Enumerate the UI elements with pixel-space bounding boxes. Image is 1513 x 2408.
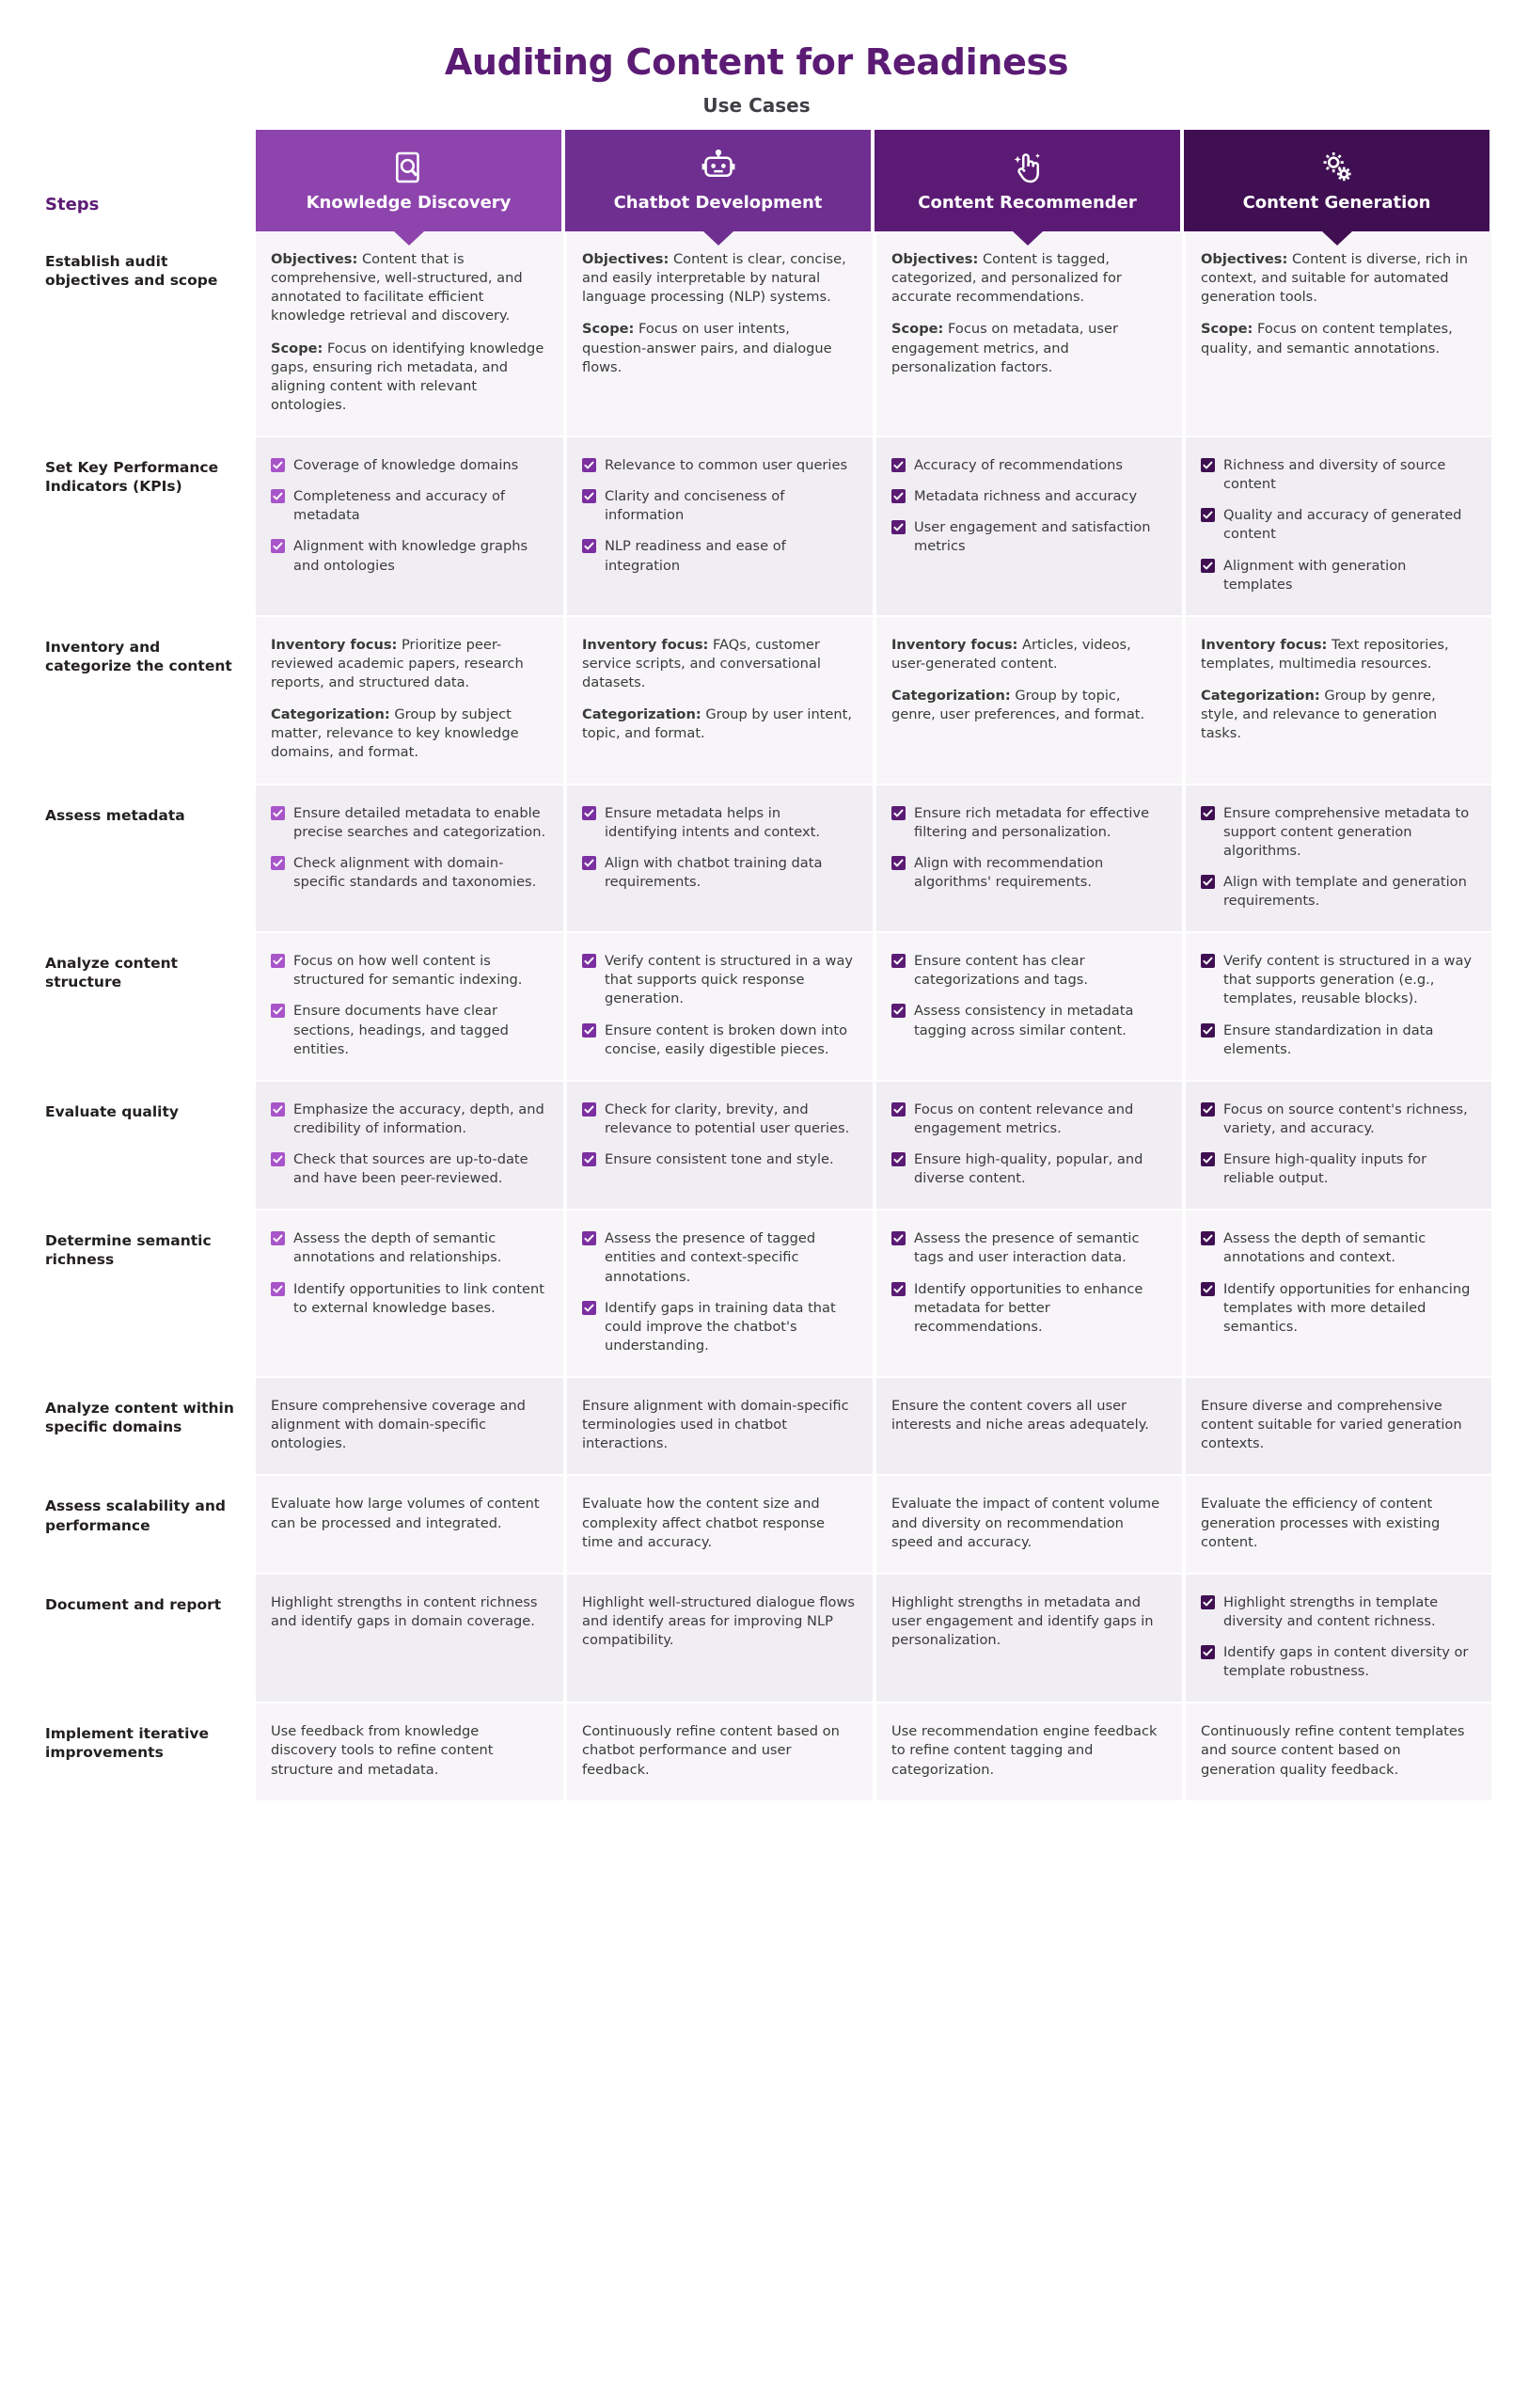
cell-lead-label: Scope: xyxy=(582,321,635,338)
cell-paragraph: Scope: Focus on metadata, user engagement metrics, and personalization factors. xyxy=(891,321,1118,375)
checklist-item[interactable] xyxy=(582,804,856,842)
use-case-header-label: Content Recommender xyxy=(918,192,1137,213)
checklist-item-label: Ensure detailed metadata to enable precise searches and categorization. xyxy=(293,804,546,840)
checklist-item-label: Identify opportunities to enhance metadata for better recommendations. xyxy=(914,1280,1143,1335)
checklist-item-label: Richness and diversity of source content xyxy=(1223,457,1446,493)
cell-paragraph: Evaluate how large volumes of content can be processed and integrated. xyxy=(271,1496,540,1531)
cell-paragraph: Categorization: Group by topic, genre, user preferences, and format. xyxy=(891,688,1145,723)
matrix-cell xyxy=(565,1082,875,1210)
cell-paragraph: Categorization: Group by subject matter, relevance to key knowledge domains, and format. xyxy=(271,706,519,761)
checklist xyxy=(271,804,546,893)
matrix-cell xyxy=(565,231,875,436)
cell-lead-label: Objectives: xyxy=(582,251,670,267)
cell-lead-label: Categorization: xyxy=(891,688,1011,704)
checklist-item-label: Accuracy of recommendations xyxy=(914,457,1124,473)
checklist-item-label: Assess the presence of semantic tags and user interaction data. xyxy=(914,1230,1140,1266)
step-label: Implement iterative improvements xyxy=(45,1725,210,1762)
matrix-cell xyxy=(565,1378,875,1474)
checklist-item-label: Ensure high-quality, popular, and diverse content. xyxy=(914,1151,1143,1187)
robot-icon xyxy=(701,150,736,185)
checklist-item[interactable] xyxy=(582,537,856,575)
matrix-cell xyxy=(565,437,875,615)
matrix-cell xyxy=(256,1211,565,1376)
checklist-item-label: Verify content is structured in a way that supports generation (e.g., templates, reusable blocks). xyxy=(1223,953,1473,1007)
checklist-item-label: Assess the presence of tagged entities and context-specific annotations. xyxy=(605,1230,816,1285)
checklist-item-label: User engagement and satisfaction metrics xyxy=(914,519,1151,555)
checklist-item[interactable] xyxy=(1201,1643,1474,1681)
cell-paragraph: Objectives: Content is tagged, categorized, and personalized for accurate recommendations. xyxy=(891,251,1122,306)
checkbox-checked-icon[interactable] xyxy=(582,1152,596,1166)
checklist-item[interactable] xyxy=(1201,1150,1474,1188)
checklist-item[interactable] xyxy=(582,1299,856,1355)
checklist xyxy=(582,804,856,893)
checklist-item[interactable] xyxy=(891,854,1165,892)
step-label: Determine semantic richness xyxy=(45,1232,212,1269)
cell-lead-label: Inventory focus: xyxy=(271,636,398,653)
audit-matrix-table xyxy=(38,130,1495,1802)
matrix-cell xyxy=(256,785,565,932)
table-row xyxy=(38,1082,1493,1210)
checkbox-checked-icon[interactable] xyxy=(891,520,906,534)
step-label: Document and report xyxy=(45,1595,222,1613)
checklist-item-label: Identify opportunities for enhancing templates with more detailed semantics. xyxy=(1223,1280,1471,1335)
cell-paragraph: Evaluate the efficiency of content generation processes with existing content. xyxy=(1201,1496,1441,1550)
checklist-item[interactable] xyxy=(1201,952,1474,1008)
checklist-item[interactable] xyxy=(271,804,546,842)
matrix-cell xyxy=(875,1082,1184,1210)
checkbox-checked-icon[interactable] xyxy=(1201,1595,1215,1609)
header-notch xyxy=(1322,231,1352,246)
checklist-item-label: Ensure comprehensive metadata to support content generation algorithms. xyxy=(1223,804,1470,859)
matrix-cell xyxy=(565,933,875,1080)
matrix-cell xyxy=(565,1211,875,1376)
checklist xyxy=(1201,1593,1474,1682)
checkbox-checked-icon[interactable] xyxy=(271,1231,285,1245)
checkbox-checked-icon[interactable] xyxy=(1201,508,1215,522)
checklist xyxy=(1201,952,1474,1059)
matrix-cell xyxy=(1184,1082,1493,1210)
checkbox-checked-icon[interactable] xyxy=(891,806,906,820)
use-case-header-inner xyxy=(565,130,871,231)
checkbox-checked-icon[interactable] xyxy=(1201,1645,1215,1659)
cell-paragraph: Scope: Focus on identifying knowledge gaps, ensuring rich metadata, and aligning content with relevant ontologies. xyxy=(271,340,544,413)
checkbox-checked-icon[interactable] xyxy=(271,1282,285,1296)
cell-lead-label: Categorization: xyxy=(271,706,390,723)
checklist-item[interactable] xyxy=(1201,804,1474,861)
checkbox-checked-icon[interactable] xyxy=(582,1231,596,1245)
checklist-item[interactable] xyxy=(582,952,856,1008)
cell-lead-label: Scope: xyxy=(891,321,944,338)
checklist-item[interactable] xyxy=(582,854,856,892)
checklist-item[interactable] xyxy=(891,1150,1165,1188)
cell-lead-label: Objectives: xyxy=(891,251,979,267)
checklist-item-label: Check for clarity, brevity, and relevance to potential user queries. xyxy=(605,1101,850,1136)
cell-paragraph: Objectives: Content that is comprehensive, well-structured, and annotated to facilitate efficient knowledge retrieval and discovery. xyxy=(271,251,523,325)
cell-lead-label: Inventory focus: xyxy=(891,636,1018,653)
checkbox-checked-icon[interactable] xyxy=(582,1102,596,1117)
table-row xyxy=(38,437,1493,615)
matrix-cell xyxy=(256,933,565,1080)
cell-paragraph: Categorization: Group by user intent, topic, and format. xyxy=(582,706,853,742)
step-label: Establish audit objectives and scope xyxy=(45,253,218,290)
cell-paragraph: Continuously refine content based on chatbot performance and user feedback. xyxy=(582,1723,840,1778)
checklist xyxy=(1201,456,1474,594)
matrix-cell xyxy=(1184,1476,1493,1572)
step-label: Assess scalability and performance xyxy=(45,1497,226,1534)
checklist xyxy=(1201,1229,1474,1337)
checklist-item-label: Emphasize the accuracy, depth, and credibility of information. xyxy=(293,1101,544,1136)
cell-paragraph: Inventory focus: Text repositories, templates, multimedia resources. xyxy=(1201,636,1449,672)
checklist-item-label: Relevance to common user queries xyxy=(605,457,848,473)
checklist-item[interactable] xyxy=(582,1022,856,1059)
checkbox-checked-icon[interactable] xyxy=(891,856,906,870)
checkbox-checked-icon[interactable] xyxy=(582,856,596,870)
checkbox-checked-icon[interactable] xyxy=(582,954,596,968)
cell-lead-label: Inventory focus: xyxy=(1201,636,1328,653)
cell-lead-label: Objectives: xyxy=(1201,251,1288,267)
checklist-item[interactable] xyxy=(271,487,546,525)
use-case-header-content-generation xyxy=(1184,130,1493,231)
matrix-cell xyxy=(875,933,1184,1080)
checkbox-checked-icon[interactable] xyxy=(582,1301,596,1315)
table-row xyxy=(38,617,1493,784)
checklist-item-label: Align with template and generation requirements. xyxy=(1223,873,1467,909)
matrix-cell xyxy=(1184,933,1493,1080)
cell-paragraph: Use recommendation engine feedback to refine content tagging and categorization. xyxy=(891,1723,1158,1778)
checklist-item-label: Focus on content relevance and engagement metrics. xyxy=(914,1101,1134,1136)
cell-paragraph: Ensure the content covers all user interests and niche areas adequately. xyxy=(891,1398,1149,1434)
cell-paragraph: Ensure diverse and comprehensive content suitable for varied generation contexts. xyxy=(1201,1398,1462,1452)
checkbox-checked-icon[interactable] xyxy=(1201,954,1215,968)
matrix-cell xyxy=(875,437,1184,615)
matrix-cell xyxy=(256,231,565,436)
checklist-item-label: Ensure high-quality inputs for reliable output. xyxy=(1223,1151,1427,1187)
checklist-item[interactable] xyxy=(582,1150,856,1169)
checklist xyxy=(582,456,856,576)
table-row xyxy=(38,1211,1493,1376)
cell-lead-label: Scope: xyxy=(1201,321,1253,338)
checklist-item-label: Align with chatbot training data requirements. xyxy=(605,854,823,890)
table-row xyxy=(38,1575,1493,1703)
checkbox-checked-icon[interactable] xyxy=(891,1102,906,1117)
cell-lead-label: Scope: xyxy=(271,340,323,356)
use-case-header-label: Content Generation xyxy=(1242,192,1431,213)
matrix-cell xyxy=(1184,1703,1493,1799)
gears-icon xyxy=(1319,150,1355,185)
table-header-row xyxy=(38,130,1493,231)
checklist xyxy=(1201,1101,1474,1189)
checklist-item-label: Ensure rich metadata for effective filtering and personalization. xyxy=(914,804,1150,840)
checkbox-checked-icon[interactable] xyxy=(271,806,285,820)
matrix-cell xyxy=(875,1575,1184,1703)
checklist-item-label: Align with recommendation algorithms' requirements. xyxy=(914,854,1104,890)
checkbox-checked-icon[interactable] xyxy=(271,489,285,503)
checklist-item-label: Assess the depth of semantic annotations and context. xyxy=(1223,1230,1426,1266)
checklist-item[interactable] xyxy=(271,952,546,990)
checkbox-checked-icon[interactable] xyxy=(582,539,596,553)
checklist xyxy=(891,952,1165,1040)
header-notch xyxy=(703,231,733,246)
checklist-item[interactable] xyxy=(1201,1593,1474,1631)
matrix-cell xyxy=(1184,1575,1493,1703)
matrix-cell xyxy=(875,1476,1184,1572)
checklist-item-label: Clarity and conciseness of information xyxy=(605,488,785,524)
use-case-header-label: Knowledge Discovery xyxy=(306,192,512,213)
cell-paragraph: Objectives: Content is diverse, rich in context, and suitable for automated generation tools. xyxy=(1201,251,1469,306)
matrix-cell xyxy=(565,785,875,932)
matrix-cell xyxy=(256,1575,565,1703)
checklist-item-label: Coverage of knowledge domains xyxy=(293,457,519,473)
matrix-cell xyxy=(875,1703,1184,1799)
checklist-item-label: Check alignment with domain-specific standards and taxonomies. xyxy=(293,854,537,890)
checklist-item[interactable] xyxy=(271,1229,546,1267)
use-case-header-inner xyxy=(875,130,1180,231)
row-divider-cell xyxy=(38,1800,1493,1802)
matrix-cell xyxy=(1184,1211,1493,1376)
cell-paragraph: Evaluate how the content size and complexity affect chatbot response time and accuracy. xyxy=(582,1496,826,1550)
checklist-item-label: Ensure standardization in data elements. xyxy=(1223,1022,1434,1057)
checkbox-checked-icon[interactable] xyxy=(891,489,906,503)
checkbox-checked-icon[interactable] xyxy=(891,954,906,968)
checklist-item-label: Ensure content is broken down into concise, easily digestible pieces. xyxy=(605,1022,848,1057)
matrix-cell xyxy=(256,1378,565,1474)
checklist-item-label: Identify opportunities to link content to external knowledge bases. xyxy=(293,1280,544,1316)
checklist-item[interactable] xyxy=(582,1101,856,1138)
checklist-item-label: NLP readiness and ease of integration xyxy=(605,538,786,574)
row-divider xyxy=(38,1800,1493,1802)
table-row xyxy=(38,1378,1493,1474)
checklist xyxy=(891,804,1165,893)
checklist-item[interactable] xyxy=(891,1101,1165,1138)
checklist-item-label: Metadata richness and accuracy xyxy=(914,488,1138,505)
checkbox-checked-icon[interactable] xyxy=(582,489,596,503)
magnifier-document-icon xyxy=(391,150,427,185)
checklist xyxy=(582,1101,856,1169)
checklist-item[interactable] xyxy=(582,1229,856,1286)
checklist-item-label: Focus on source content's richness, variety, and accuracy. xyxy=(1223,1101,1468,1136)
step-label: Analyze content structure xyxy=(45,955,179,991)
checklist-item[interactable] xyxy=(1201,1229,1474,1267)
checklist-item-label: Highlight strengths in template diversity and content richness. xyxy=(1223,1593,1439,1629)
checkbox-checked-icon[interactable] xyxy=(1201,1102,1215,1117)
checkbox-checked-icon[interactable] xyxy=(891,458,906,472)
checklist-item-label: Verify content is structured in a way that supports quick response generation. xyxy=(605,953,854,1007)
matrix-cell xyxy=(1184,1378,1493,1474)
checkbox-checked-icon[interactable] xyxy=(1201,458,1215,472)
checklist-item-label: Identify gaps in training data that could improve the chatbot's understanding. xyxy=(605,1299,836,1354)
checkbox-checked-icon[interactable] xyxy=(271,856,285,870)
checklist-item-label: Assess the depth of semantic annotations and relationships. xyxy=(293,1230,502,1266)
checklist-item[interactable] xyxy=(271,1002,546,1058)
checklist-item-label: Quality and accuracy of generated content xyxy=(1223,507,1462,543)
steps-column-header: Steps xyxy=(45,195,100,214)
checkbox-checked-icon[interactable] xyxy=(582,1023,596,1038)
page-subtitle: Use Cases xyxy=(702,94,811,117)
checklist-item[interactable] xyxy=(891,804,1165,842)
table-row xyxy=(38,933,1493,1080)
cell-paragraph: Inventory focus: Prioritize peer-reviewed academic papers, research reports, and structured data. xyxy=(271,636,524,690)
checkbox-checked-icon[interactable] xyxy=(582,806,596,820)
cell-paragraph: Continuously refine content templates and source content based on generation quality feedback. xyxy=(1201,1723,1465,1778)
checkbox-checked-icon[interactable] xyxy=(1201,1152,1215,1166)
matrix-cell xyxy=(256,1703,565,1799)
cell-paragraph: Ensure alignment with domain-specific terminologies used in chatbot interactions. xyxy=(582,1398,849,1452)
matrix-cell xyxy=(875,785,1184,932)
checklist xyxy=(891,1101,1165,1189)
checkbox-checked-icon[interactable] xyxy=(891,1282,906,1296)
cell-paragraph: Use feedback from knowledge discovery tools to refine content structure and metadata. xyxy=(271,1723,494,1778)
checklist-item-label: Alignment with knowledge graphs and ontologies xyxy=(293,538,528,574)
cell-paragraph: Categorization: Group by genre, style, and relevance to generation tasks. xyxy=(1201,688,1438,742)
step-label: Analyze content within specific domains xyxy=(45,1400,234,1436)
step-label: Evaluate quality xyxy=(45,1102,180,1120)
checklist-item-label: Ensure content has clear categorizations and tags. xyxy=(914,953,1088,989)
cell-lead-label: Categorization: xyxy=(582,706,701,723)
checkbox-checked-icon[interactable] xyxy=(271,539,285,553)
cell-paragraph: Inventory focus: FAQs, customer service scripts, and conversational datasets. xyxy=(582,636,821,690)
header-notch xyxy=(394,231,424,246)
checklist-item[interactable] xyxy=(891,1002,1165,1039)
hand-pointer-sparkle-icon xyxy=(1010,150,1046,185)
checklist-item[interactable] xyxy=(271,1150,546,1188)
matrix-cell xyxy=(875,1378,1184,1474)
matrix-cell xyxy=(1184,231,1493,436)
checklist-item[interactable] xyxy=(1201,1280,1474,1337)
checklist-item[interactable] xyxy=(582,487,856,525)
use-case-header-label: Chatbot Development xyxy=(613,192,823,213)
cell-paragraph: Highlight strengths in content richness and identify gaps in domain coverage. xyxy=(271,1593,538,1629)
checkbox-checked-icon[interactable] xyxy=(1201,1282,1215,1296)
checklist xyxy=(1201,804,1474,911)
checklist-item[interactable] xyxy=(1201,456,1474,494)
checklist xyxy=(891,1229,1165,1337)
matrix-cell xyxy=(256,617,565,784)
table-row xyxy=(38,1476,1493,1572)
checklist-item-label: Alignment with generation templates xyxy=(1223,557,1407,593)
cell-paragraph: Scope: Focus on user intents, question-answer pairs, and dialogue flows. xyxy=(582,321,832,375)
table-row xyxy=(38,231,1493,436)
checklist-item[interactable] xyxy=(271,1101,546,1138)
table-row xyxy=(38,785,1493,932)
checklist-item-label: Completeness and accuracy of metadata xyxy=(293,488,506,524)
checklist-item[interactable] xyxy=(1201,557,1474,594)
cell-paragraph: Highlight well-structured dialogue flows and identify areas for improving NLP compatibility. xyxy=(582,1593,855,1648)
checkbox-checked-icon[interactable] xyxy=(271,1152,285,1166)
checkbox-checked-icon[interactable] xyxy=(271,1102,285,1117)
cell-paragraph: Evaluate the impact of content volume and diversity on recommendation speed and accuracy. xyxy=(891,1496,1160,1550)
cell-lead-label: Objectives: xyxy=(271,251,358,267)
checkbox-checked-icon[interactable] xyxy=(1201,1231,1215,1245)
page-title: Auditing Content for Readiness xyxy=(444,41,1069,83)
checklist xyxy=(582,952,856,1059)
checklist-item[interactable] xyxy=(1201,506,1474,544)
use-case-header-content-recommender xyxy=(875,130,1184,231)
checklist-item-label: Ensure documents have clear sections, headings, and tagged entities. xyxy=(293,1003,509,1057)
checklist-item-label: Ensure consistent tone and style. xyxy=(605,1151,834,1167)
checkbox-checked-icon[interactable] xyxy=(271,1004,285,1018)
cell-paragraph: Inventory focus: Articles, videos, user-generated content. xyxy=(891,636,1131,672)
matrix-cell xyxy=(565,1575,875,1703)
checkbox-checked-icon[interactable] xyxy=(1201,806,1215,820)
checklist-item[interactable] xyxy=(271,1280,546,1318)
checkbox-checked-icon[interactable] xyxy=(891,1004,906,1018)
use-case-header-inner xyxy=(256,130,561,231)
checkbox-checked-icon[interactable] xyxy=(1201,559,1215,573)
checkbox-checked-icon[interactable] xyxy=(582,458,596,472)
checklist-item[interactable] xyxy=(891,487,1165,506)
matrix-cell xyxy=(565,617,875,784)
cell-lead-label: Categorization: xyxy=(1201,688,1320,704)
matrix-cell xyxy=(565,1476,875,1572)
checkbox-checked-icon[interactable] xyxy=(891,1231,906,1245)
cell-paragraph: Ensure comprehensive coverage and alignment with domain-specific ontologies. xyxy=(271,1398,526,1452)
checklist xyxy=(271,456,546,576)
checklist-item[interactable] xyxy=(1201,1101,1474,1138)
checklist-item[interactable] xyxy=(582,456,856,475)
use-case-header-knowledge-discovery xyxy=(256,130,565,231)
cell-paragraph: Highlight strengths in metadata and user engagement and identify gaps in personalization. xyxy=(891,1593,1154,1648)
checkbox-checked-icon[interactable] xyxy=(1201,1023,1215,1038)
checklist-item[interactable] xyxy=(1201,873,1474,911)
checklist-item[interactable] xyxy=(891,518,1165,556)
checklist xyxy=(582,1229,856,1355)
matrix-cell xyxy=(1184,785,1493,932)
use-case-header-chatbot-development xyxy=(565,130,875,231)
checklist-item[interactable] xyxy=(891,456,1165,475)
matrix-cell xyxy=(875,231,1184,436)
checklist xyxy=(271,1101,546,1189)
checklist-item[interactable] xyxy=(271,456,546,475)
cell-lead-label: Inventory focus: xyxy=(582,636,709,653)
step-label: Set Key Performance Indicators (KPIs) xyxy=(45,459,219,496)
cell-paragraph: Scope: Focus on content templates, quality, and semantic annotations. xyxy=(1201,321,1453,356)
matrix-cell xyxy=(1184,437,1493,615)
checklist-item[interactable] xyxy=(891,1229,1165,1267)
step-label: Inventory and categorize the content xyxy=(45,638,232,674)
matrix-cell xyxy=(875,1211,1184,1376)
matrix-cell xyxy=(256,1082,565,1210)
checklist xyxy=(271,952,546,1059)
checkbox-checked-icon[interactable] xyxy=(1201,875,1215,889)
matrix-cell xyxy=(256,437,565,615)
checklist-item-label: Check that sources are up-to-date and have been peer-reviewed. xyxy=(293,1151,528,1187)
checkbox-checked-icon[interactable] xyxy=(271,458,285,472)
checklist-item-label: Assess consistency in metadata tagging across similar content. xyxy=(914,1003,1134,1038)
checkbox-checked-icon[interactable] xyxy=(271,954,285,968)
checklist-item-label: Focus on how well content is structured for semantic indexing. xyxy=(293,953,523,989)
header-notch xyxy=(1013,231,1043,246)
checklist xyxy=(891,456,1165,557)
checkbox-checked-icon[interactable] xyxy=(891,1152,906,1166)
matrix-cell xyxy=(875,617,1184,784)
checklist-item-label: Ensure metadata helps in identifying intents and context. xyxy=(605,804,821,840)
checklist-item[interactable] xyxy=(271,854,546,892)
table-row xyxy=(38,1703,1493,1799)
matrix-cell xyxy=(565,1703,875,1799)
checklist-item[interactable] xyxy=(891,1280,1165,1337)
use-case-header-inner xyxy=(1184,130,1489,231)
checklist-item[interactable] xyxy=(1201,1022,1474,1059)
matrix-cell xyxy=(256,1476,565,1572)
cell-paragraph: Objectives: Content is clear, concise, and easily interpretable by natural language processing (NLP) systems. xyxy=(582,251,846,306)
matrix-cell xyxy=(1184,617,1493,784)
checklist xyxy=(271,1229,546,1318)
checklist-item[interactable] xyxy=(891,952,1165,990)
step-label: Assess metadata xyxy=(45,806,185,824)
checklist-item-label: Identify gaps in content diversity or template robustness. xyxy=(1223,1644,1469,1680)
checklist-item[interactable] xyxy=(271,537,546,575)
